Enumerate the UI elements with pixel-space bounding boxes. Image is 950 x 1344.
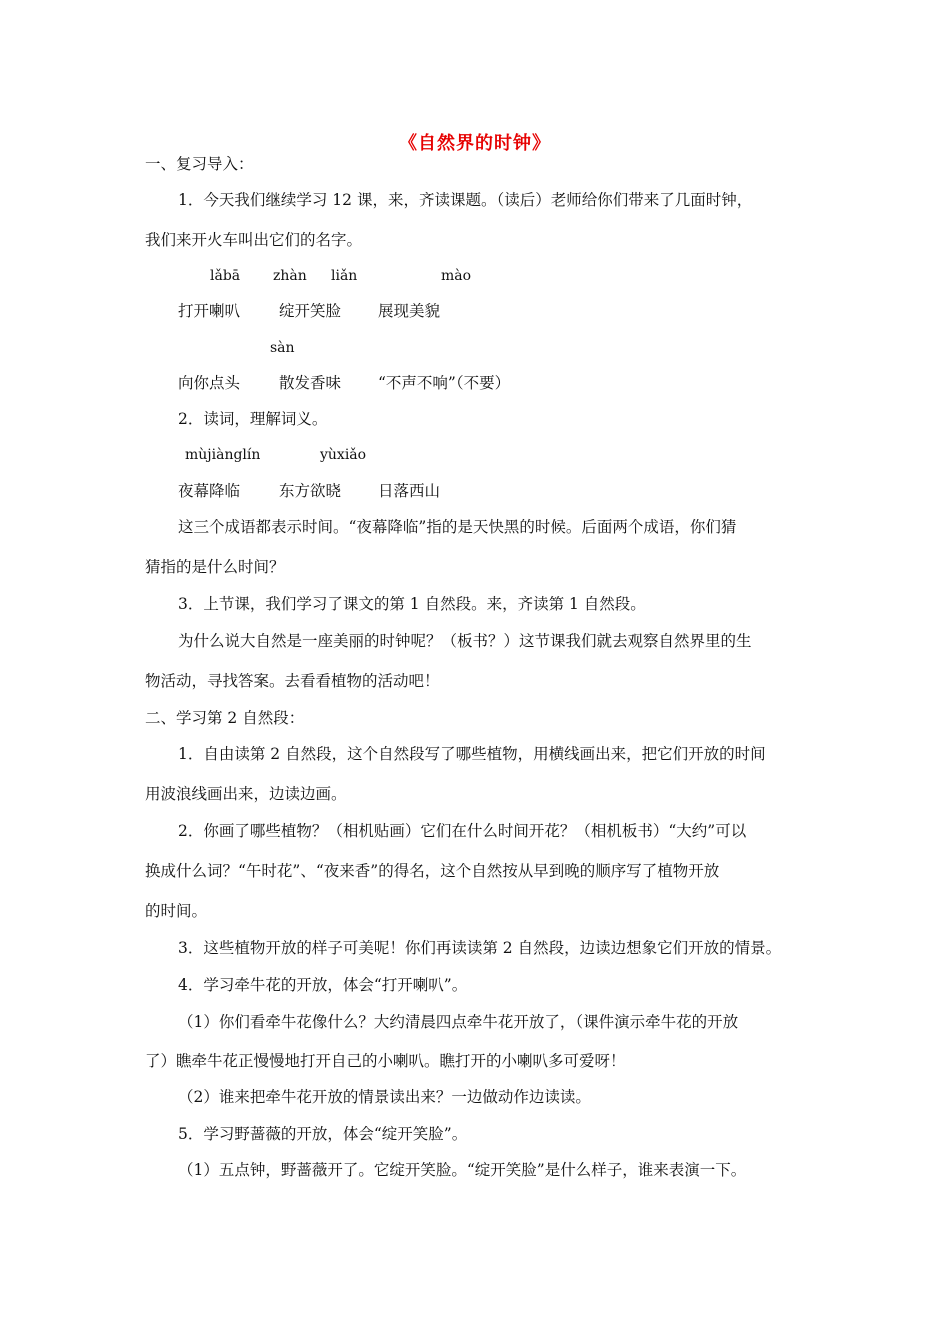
pinyin-mao: mào (441, 268, 472, 284)
idiom-yemu-jianglin: 夜幕降临 (178, 482, 241, 500)
paragraph-5-line-2: 物活动，寻找答案。去看看植物的活动吧！ (145, 672, 440, 690)
step-2-line-2: 换成什么词？“午时花”、“夜来香”的得名，这个自然按从早到晚的顺序写了植物开放 (145, 862, 720, 880)
word-xiang-ni-diantou: 向你点头 (178, 374, 241, 392)
step-2-line-3: 的时间。 (145, 902, 208, 920)
paragraph-1-line-1: 1．今天我们继续学习 12 课，来，齐读课题。（读后）老师给你们带来了几面时钟， (178, 191, 753, 209)
step-3: 3．这些植物开放的样子可美呢！你们再读读第 2 自然段，边读边想象它们开放的情景。 (178, 939, 782, 957)
word-dakai-laba: 打开喇叭 (178, 302, 241, 320)
paragraph-2: 2．读词，理解词义。 (178, 410, 328, 428)
idiom-dongfang-yuxiao: 东方欲晓 (279, 482, 342, 500)
paragraph-5-line-1: 为什么说大自然是一座美丽的时钟呢？（板书？）这节课我们就去观察自然界里的生 (178, 632, 752, 650)
step-1-line-2: 用波浪线画出来，边读边画。 (145, 785, 347, 803)
step-1-line-1: 1．自由读第 2 自然段，这个自然段写了哪些植物，用横线画出来，把它们开放的时间 (178, 745, 766, 763)
step-4-1-line-1: （1）你们看牵牛花像什么？大约清晨四点牵牛花开放了，（课件演示牵牛花的开放 (178, 1013, 739, 1031)
pinyin-laba: lǎbā (210, 268, 241, 284)
step-5-1: （1）五点钟，野蔷薇开了。它绽开笑脸。“绽开笑脸”是什么样子，谁来表演一下。 (178, 1161, 747, 1179)
section-heading-2: 二、学习第 2 自然段： (145, 709, 305, 727)
paragraph-3-line-2: 猜指的是什么时间？ (145, 558, 285, 576)
paragraph-3-line-1: 这三个成语都表示时间。“夜幕降临”指的是天快黑的时候。后面两个成语，你们猜 (178, 518, 737, 536)
step-4-1-line-2: 了）瞧牵牛花正慢慢地打开自己的小喇叭。瞧打开的小喇叭多可爱呀！ (145, 1052, 626, 1070)
step-4: 4．学习牵牛花的开放，体会“打开喇叭”。 (178, 976, 468, 994)
section-heading-1: 一、复习导入： (145, 155, 254, 173)
step-4-2: （2）谁来把牵牛花开放的情景读出来？一边做动作边读读。 (178, 1088, 591, 1106)
word-zhanxian-meimao: 展现美貌 (378, 302, 441, 320)
step-5: 5．学习野蔷薇的开放，体会“绽开笑脸”。 (178, 1125, 468, 1143)
pinyin-zhan: zhàn (273, 268, 307, 284)
paragraph-1-line-2: 我们来开火车叫出它们的名字。 (145, 231, 363, 249)
word-busheng-buxiang: “不声不响”（不要） (378, 374, 511, 392)
pinyin-yuxiao: yùxiǎo (320, 447, 367, 463)
pinyin-san: sàn (270, 340, 295, 356)
idiom-riluo-xishan: 日落西山 (378, 482, 441, 500)
word-zhankai-xiaolian: 绽开笑脸 (279, 302, 342, 320)
word-sanfa-xiangwei: 散发香味 (279, 374, 342, 392)
document-title: 《自然界的时钟》 (399, 133, 551, 154)
step-2-line-1: 2．你画了哪些植物？（相机贴画）它们在什么时间开花？（相机板书）“大约”可以 (178, 822, 747, 840)
pinyin-lian: liǎn (331, 268, 358, 284)
pinyin-mujianglin: mùjiànglín (185, 447, 261, 463)
paragraph-4: 3．上节课，我们学习了课文的第 1 自然段。来，齐读第 1 自然段。 (178, 595, 646, 613)
